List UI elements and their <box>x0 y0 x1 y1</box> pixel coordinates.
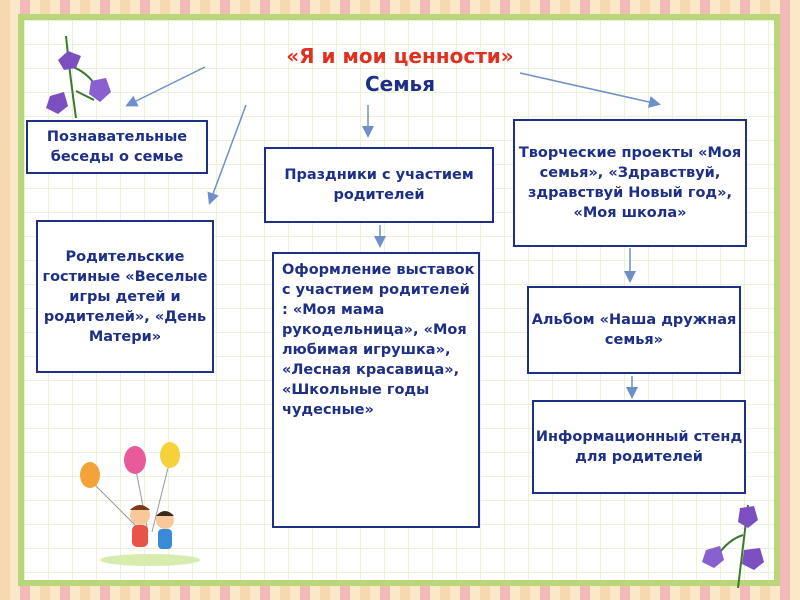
box-album: Альбом «Наша дружная семья» <box>527 286 741 374</box>
page-subtitle: Семья <box>364 72 436 96</box>
arrow-to-talks <box>128 67 205 105</box>
bellflower-icon <box>36 26 126 121</box>
box-projects: Творческие проекты «Моя семья», «Здравствуй, здравствуй Новый год», «Моя школа» <box>513 119 747 247</box>
box-stand: Информационный стенд для родителей <box>532 400 746 494</box>
box-talks: Познавательные беседы о семье <box>26 120 208 174</box>
box-lounges: Родительские гостиные «Веселые игры детей и родителей», «День Матери» <box>36 220 214 373</box>
children-balloons-illustration <box>60 440 210 570</box>
bellflower-icon <box>688 500 778 590</box>
arrow-to-lounges <box>210 105 246 202</box>
box-holidays: Праздники с участием родителей <box>264 147 494 223</box>
box-exhibitions: Оформление выставок с участием родителей : «Моя мама рукодельница», «Моя любимая игрушка», «Лесная красавица», «Школьные годы чудесные» <box>272 252 480 528</box>
page-title: «Я и мои ценности» <box>286 44 514 68</box>
